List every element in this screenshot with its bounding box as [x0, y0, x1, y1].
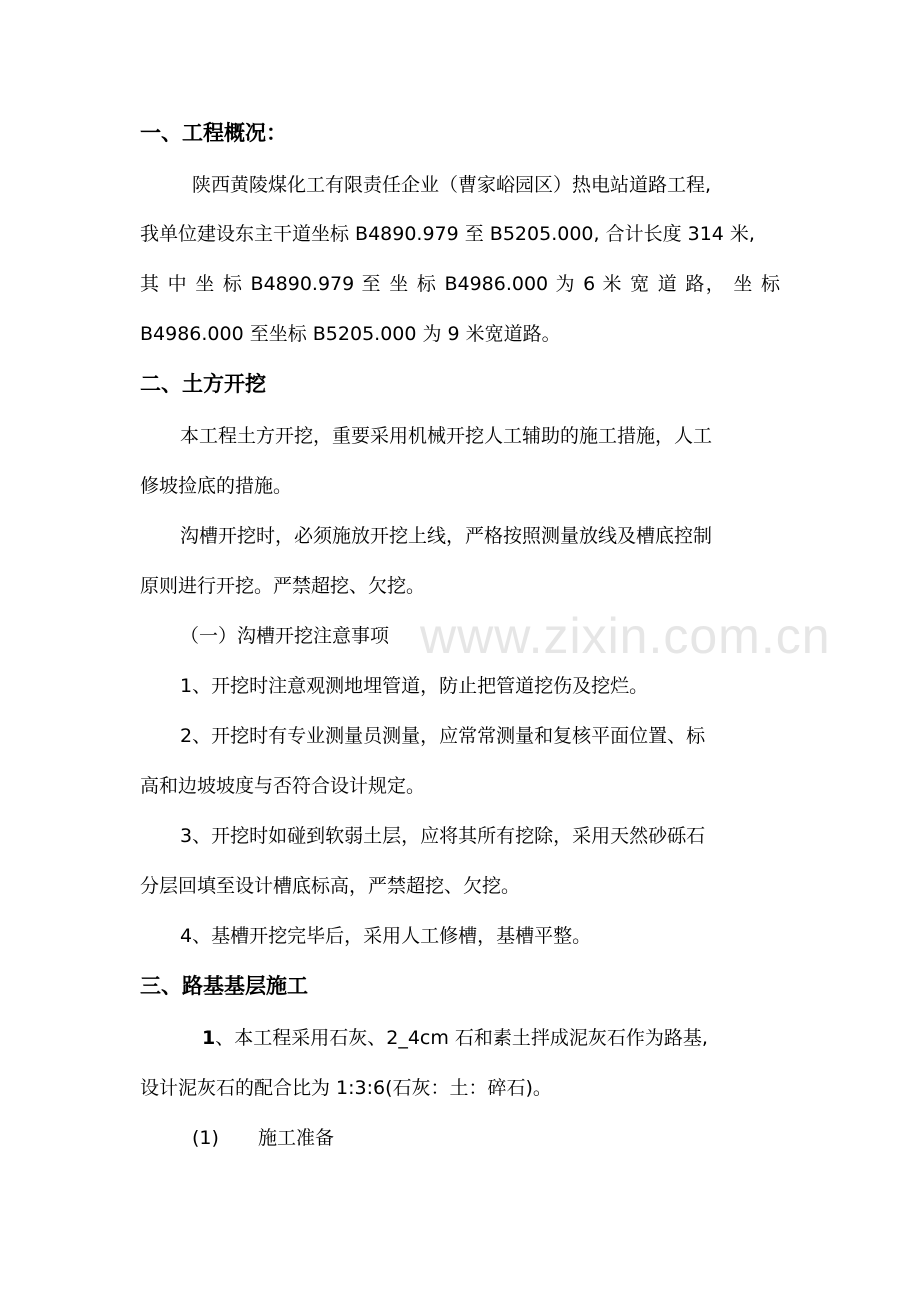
- list-item-continuation: 高和边坡坡度与否符合设计规定。: [140, 775, 426, 797]
- paragraph-line: 其 中 坐 标 B4890.979 至 坐 标 B4986.000 为 6 米 宽 道 路， 坐 标: [140, 273, 780, 295]
- sub-item-label: (1): [192, 1127, 219, 1149]
- list-item-continuation: 分层回填至设计槽底标高，严禁超挖、欠挖。: [140, 875, 521, 897]
- paragraph-line: 原则进行开挖。严禁超挖、欠挖。: [140, 575, 426, 597]
- section-heading-earthwork: 二、土方开挖: [140, 372, 266, 396]
- sub-item-text: 施工准备: [258, 1127, 335, 1149]
- list-item: 4、基槽开挖完毕后，采用人工修槽，基槽平整。: [180, 925, 592, 947]
- list-item: 1、开挖时注意观测地埋管道，防止把管道挖伤及挖烂。: [180, 675, 649, 697]
- subsection-heading: （一）沟槽开挖注意事项: [180, 625, 390, 647]
- paragraph-line: B4986.000 至坐标 B5205.000 为 9 米宽道路。: [140, 323, 561, 345]
- paragraph-line: 陕西黄陵煤化工有限责任企业（曹家峪园区）热电站道路工程,: [192, 174, 712, 196]
- section-heading-subgrade: 三、路基基层施工: [140, 974, 308, 998]
- paragraph-line: 设计泥灰石的配合比为 1:3:6(石灰：土：碎石)。: [140, 1077, 552, 1099]
- paragraph-line: 沟槽开挖时，必须施放开挖上线，严格按照测量放线及槽底控制: [180, 525, 713, 547]
- list-item: 2、开挖时有专业测量员测量，应常常测量和复核平面位置、标: [180, 725, 706, 747]
- item-number: 1: [202, 1027, 216, 1049]
- list-item: [202, 1026, 780, 1050]
- paragraph-line: 我单位建设东主干道坐标 B4890.979 至 B5205.000, 合计长度 314 米,: [140, 223, 755, 245]
- paragraph-line: 修坡捡底的措施。: [140, 475, 293, 497]
- section-heading-overview: 一、工程概况：: [140, 121, 287, 145]
- list-item: 3、开挖时如碰到软弱土层，应将其所有挖除，采用天然砂砾石: [180, 825, 706, 847]
- paragraph-line: 本工程土方开挖，重要采用机械开挖人工辅助的施工措施，人工: [180, 425, 713, 447]
- item-text: 、本工程采用石灰、2_4cm 石和素土拌成泥灰石作为路基,: [215, 1027, 708, 1049]
- watermark: www.zixin.com.cn: [420, 608, 831, 664]
